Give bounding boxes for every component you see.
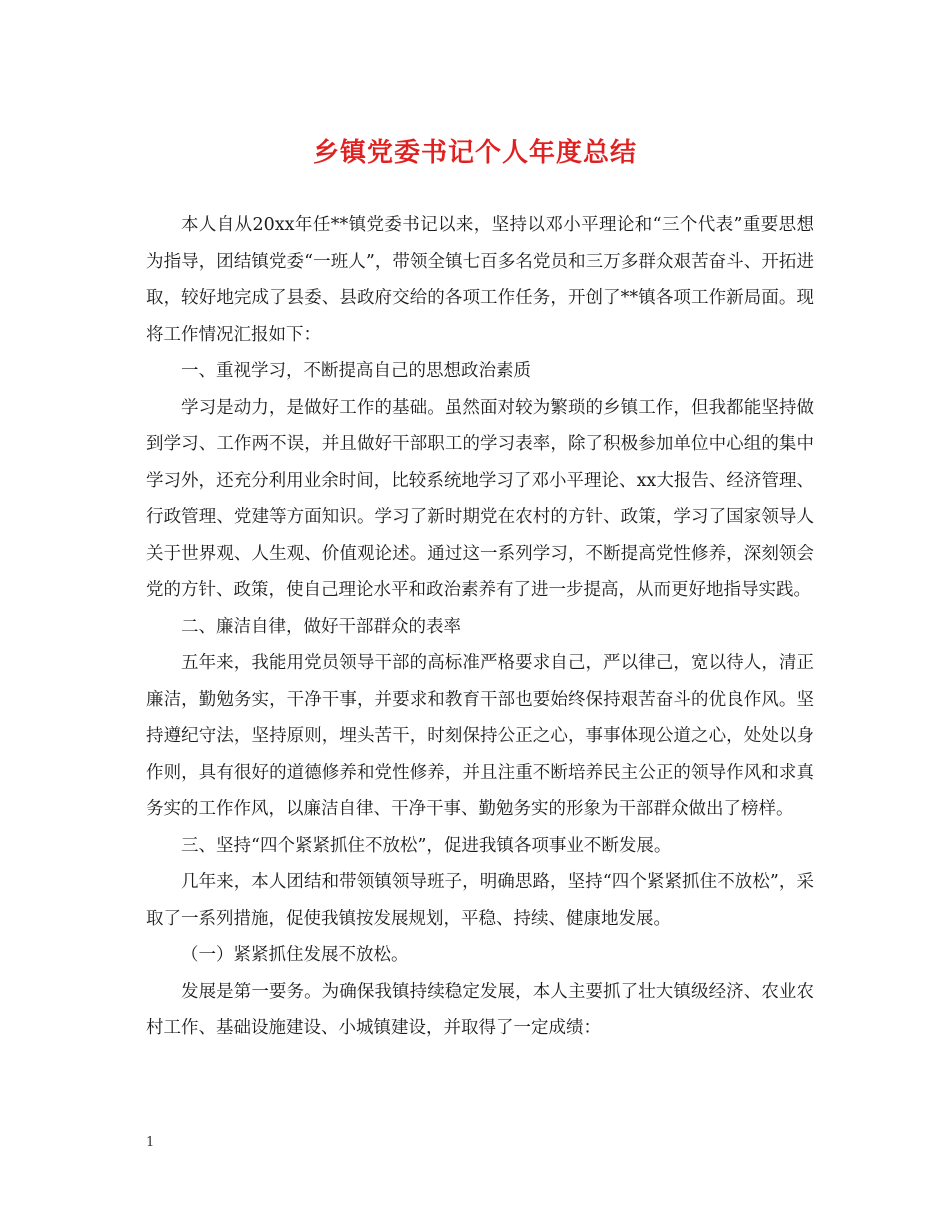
section-heading-2: 二、廉洁自律，做好干部群众的表率: [181, 616, 461, 637]
section-heading-1: 一、重视学习，不断提高自己的思想政治素质: [181, 361, 531, 381]
paragraph-integrity: 五年来，我能用党员领导干部的高标准严格要求自己，严以律己，宽以待人，清正廉洁，勤勉务实，干净干事，并要求和教育干部也要始终保持艰苦奋斗的优良作风。坚持遵纪守法，坚持原则，埋头苦干，时刻保持公正之心，事事体现公道之心，处处以身作则，具有很好的道德修养和党性修养，并且注重不断培养民主公正的领导作风和求真务实的工作作风，以廉洁自律、干净干事、勤勉务实的形象为干部群众做出了榜样。: [146, 653, 814, 819]
paragraph-intro: 本人自从20xx年任**镇党委书记以来，坚持以邓小平理论和“三个代表”重要思想为指导，团结镇党委“一班人”，带领全镇七百多名党员和三万多群众艰苦奋斗、开拓进取，较好地完成了县委、县政府交给的各项工作任务，开创了**镇各项工作新局面。现将工作情况汇报如下：: [146, 215, 814, 345]
document-title: 乡镇党委书记个人年度总结: [312, 138, 637, 168]
subsection-heading-1: （一）紧紧抓住发展不放松。: [181, 945, 409, 965]
paragraph-study: 学习是动力，是做好工作的基础。虽然面对较为繁琐的乡镇工作，但我都能坚持做到学习、工作两不误，并且做好干部职工的学习表率，除了积极参加单位中心组的集中学习外，还充分利用业余时间，比较系统地学习了邓小平理论、xx大报告、经济管理、行政管理、党建等方面知识。学习了新时期党在农村的方针、政策，学习了国家领导人关于世界观、人生观、价值观论述。通过这一系列学习，不断提高党性修养，深刻领会党的方针、政策，使自己理论水平和政治素养有了进一步提高，从而更好地指导实践。: [146, 397, 814, 600]
page-number: 1: [146, 1135, 155, 1150]
document-body: [146, 207, 814, 1047]
section-heading-3: 三、坚持“四个紧紧抓住不放松”，促进我镇各项事业不断发展。: [181, 835, 672, 856]
paragraph-development: 发展是第一要务。为确保我镇持续稳定发展，本人主要抓了壮大镇级经济、农业农村工作、基础设施建设、小城镇建设，并取得了一定成绩：: [146, 981, 814, 1038]
paragraph-leadership: 几年来，本人团结和带领镇领导班子，明确思路，坚持“四个紧紧抓住不放松”，采取了一系列措施，促使我镇按发展规划，平稳、持续、健康地发展。: [146, 872, 814, 929]
